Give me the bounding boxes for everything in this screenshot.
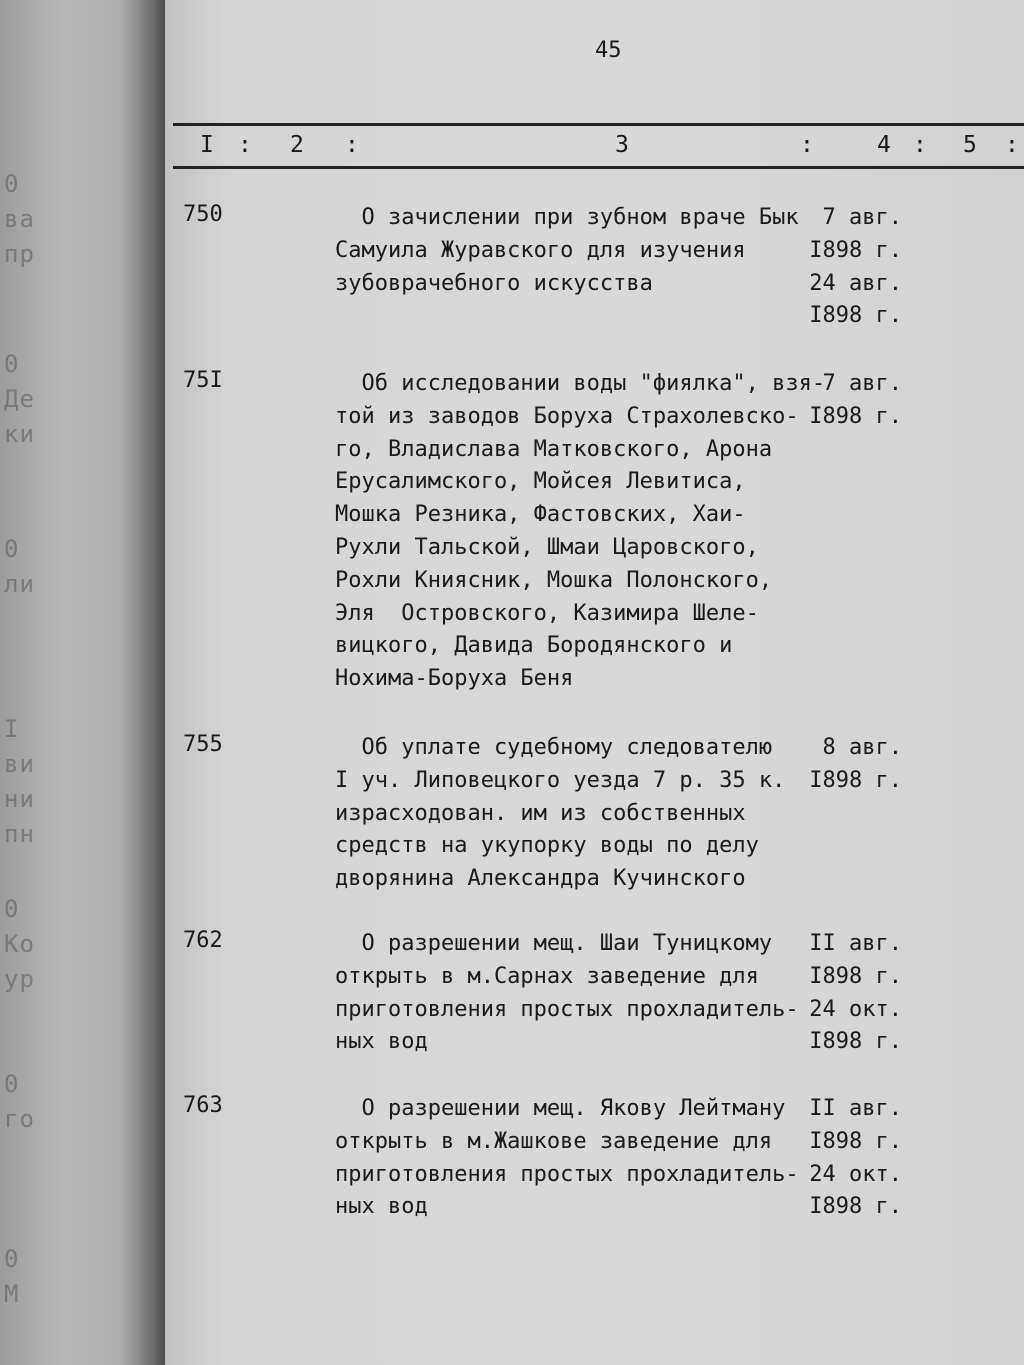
description-line: ных вод [335,1029,428,1055]
date-line: I898 г. [809,963,902,989]
entry-number: 750 [183,202,223,227]
column-header-5: 5 [963,132,977,158]
facing-page-ghost-text: 0 [4,895,20,923]
date-line: I898 г. [809,1029,902,1055]
entry-number: 755 [183,732,223,757]
description-line: зубоврачебного искусства [335,270,653,296]
date-line: II авг. [809,931,902,956]
entry-dates [792,928,902,1059]
facing-page-ghost-text: 0 [4,170,20,198]
page-number: 45 [595,38,622,63]
facing-page-ghost-text: ви [4,750,35,778]
date-line: I898 г. [809,403,902,429]
entry-description [335,928,805,1059]
date-line: 8 авг. [822,735,902,760]
date-line: I898 г. [809,237,902,263]
date-line: II авг. [809,1096,902,1121]
date-line: 7 авг. [822,205,902,230]
description-line: израсходован. им из собственных [335,800,746,826]
entry-dates [792,1093,902,1224]
description-line: дворянина Александра Кучинского [335,866,746,892]
facing-page-ghost-text: 0 [4,350,20,378]
description-line: открыть в м.Жашкове заведение для [335,1128,773,1154]
date-line: I898 г. [809,1194,902,1220]
facing-page-ghost-text: го [4,1105,35,1133]
facing-page-ghost-text: ур [4,965,35,993]
entry-number: 762 [183,928,223,953]
date-line: 24 авг. [809,270,902,296]
description-line: открыть в м.Сарнах заведение для [335,963,759,989]
date-line: I898 г. [809,767,902,793]
description-line: го, Владислава Матковского, Арона [335,436,773,462]
facing-page-ghost-text: 0 [4,1245,20,1273]
description-line: Об уплате судебному следователю [335,735,773,760]
document-page [165,0,1024,1365]
column-header-3: 3 [615,132,629,158]
table-header-bottom-rule [173,166,1024,169]
date-line: 24 окт. [809,1161,902,1187]
column-header-separator: : [800,132,814,158]
facing-page-ghost-text: М [4,1280,20,1308]
description-line: вицкого, Давида Бородянского и [335,633,733,659]
date-line: 24 окт. [809,996,902,1022]
description-line: О зачислении при зубном враче Бык [335,205,799,230]
description-line: ных вод [335,1194,428,1220]
facing-page-ghost-text: ни [4,785,35,813]
description-line: той из заводов Боруха Страхолевско- [335,403,799,429]
date-line: 7 авг. [822,371,902,396]
entry-description [335,732,805,896]
entry-dates [792,732,902,798]
description-line: приготовления простых прохладитель- [335,996,799,1022]
description-line: О разрешении мещ. Шаи Туницкому [335,931,773,956]
description-line: Об исследовании воды "фиялка", взя- [335,371,826,396]
entry-number: 75I [183,368,223,393]
column-header-separator: : [345,132,359,158]
column-header-separator: : [913,132,927,158]
description-line: Самуила Журавского для изучения [335,237,746,263]
facing-page-edge [0,0,165,1365]
entry-dates [792,202,902,333]
book-gutter-shadow [120,0,165,1365]
entry-number: 763 [183,1093,223,1118]
description-line: приготовления простых прохладитель- [335,1161,799,1187]
description-line: Рухли Тальской, Шмаи Царовского, [335,534,759,560]
entry-dates [792,368,902,434]
facing-page-ghost-text: 0 [4,1070,20,1098]
facing-page-ghost-text: Де [4,385,35,413]
description-line: I уч. Липовецкого уезда 7 р. 35 к. [335,767,786,793]
facing-page-ghost-text: пр [4,240,35,268]
description-line: Ерусалимского, Мойсея Левитиса, [335,469,746,495]
column-header-separator: : [1005,132,1019,158]
column-header-1: I [200,132,214,158]
entry-description [335,368,826,696]
table-header-top-rule [173,123,1024,126]
date-line: I898 г. [809,303,902,329]
facing-page-ghost-text: I [4,715,20,743]
column-header-4: 4 [877,132,891,158]
facing-page-ghost-text: ли [4,570,35,598]
facing-page-ghost-text: Ко [4,930,35,958]
facing-page-ghost-text: 0 [4,535,20,563]
facing-page-ghost-text: пн [4,820,35,848]
entry-description [335,1093,805,1224]
column-header-2: 2 [290,132,304,158]
description-line: Рохли Книясник, Мошка Полонского, [335,567,773,593]
description-line: Нохима-Боруха Беня [335,666,574,692]
facing-page-ghost-text: ки [4,420,35,448]
date-line: I898 г. [809,1128,902,1154]
description-line: средств на укупорку воды по делу [335,833,759,859]
description-line: О разрешении мещ. Якову Лейтману [335,1096,786,1121]
description-line: Мошка Резника, Фастовских, Хаи- [335,502,746,528]
column-header-separator: : [238,132,252,158]
description-line: Эля Островского, Казимира Шеле- [335,600,759,626]
entry-description [335,202,805,300]
facing-page-ghost-text: ва [4,205,35,233]
